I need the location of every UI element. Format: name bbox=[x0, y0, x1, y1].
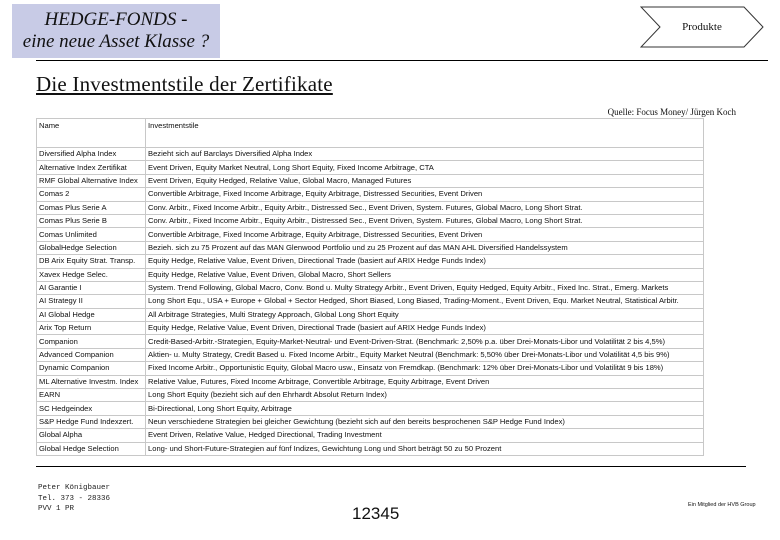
fund-name-cell: Arix Top Return bbox=[37, 322, 146, 335]
table-row bbox=[37, 161, 704, 174]
investment-style-cell: Bezieh. sich zu 75 Prozent auf das MAN Glenwood Portfolio und zu 25 Prozent auf das MAN AHL Diversified Handelssystem bbox=[146, 241, 704, 254]
investment-style-cell: Relative Value, Futures, Fixed Income Arbitrage, Convertible Arbitrage, Equity Arbitrage, Event Driven bbox=[146, 375, 704, 388]
investment-style-cell: Aktien- u. Multy Strategy, Credit Based u. Fixed Income Arbitr., Equity Market Neutral (Benchmark: 5,50% über Drei-Monats-Libor und Volatilität 4,5 bis 9%) bbox=[146, 348, 704, 361]
page-number: 12345 bbox=[352, 504, 400, 523]
author-block bbox=[38, 483, 110, 515]
table-row bbox=[37, 281, 704, 294]
source-note: Quelle: Focus Money/ Jürgen Koch bbox=[607, 107, 736, 117]
investment-style-cell: Convertible Arbitrage, Fixed Income Arbitrage, Equity Arbitrage, Distressed Securities, Event Driven bbox=[146, 188, 704, 201]
table-row bbox=[37, 174, 704, 187]
fund-name-cell: Global Hedge Selection bbox=[37, 442, 146, 455]
produkte-button[interactable] bbox=[640, 6, 764, 48]
investment-style-cell: Conv. Arbitr., Fixed Income Arbitr., Equity Arbitr., Distressed Sec., Event Driven, System. Futures, Global Macro, Long Short Strat. bbox=[146, 201, 704, 214]
investment-style-cell: Long Short Equ., USA + Europe + Global + Sector Hedged, Short Biased, Long Biased, Trading-Moment., Event Driven, Equ. Market Neutral, Statistical Arbitr. bbox=[146, 295, 704, 308]
top-divider bbox=[36, 60, 768, 61]
table-row bbox=[37, 415, 704, 428]
member-note: Ein Mitglied der HVB Group bbox=[688, 502, 756, 508]
fund-name-cell: Diversified Alpha Index bbox=[37, 148, 146, 161]
author-name: Peter Königbauer bbox=[38, 484, 111, 492]
fund-name-cell: AI Strategy II bbox=[37, 295, 146, 308]
table-row bbox=[37, 375, 704, 388]
title-line-2: eine neue Asset Klasse ? bbox=[22, 31, 210, 52]
table-row bbox=[37, 348, 704, 361]
table-row bbox=[37, 214, 704, 227]
investment-style-cell: System. Trend Following, Global Macro, Conv. Bond u. Multy Strategy Arbitr., Event Driven, Equity Hedged, Equity Arbitr., Fixed Inc. Strat., Emerg. Markets bbox=[146, 281, 704, 294]
table-row bbox=[37, 322, 704, 335]
fund-name-cell: Comas Unlimited bbox=[37, 228, 146, 241]
fund-name-cell: Alternative Index Zertifikat bbox=[37, 161, 146, 174]
fund-name-cell: GlobalHedge Selection bbox=[37, 241, 146, 254]
fund-name-cell: Advanced Companion bbox=[37, 348, 146, 361]
table-row bbox=[37, 362, 704, 375]
author-phone: Tel. 373 - 28336 bbox=[38, 494, 111, 503]
table-row bbox=[37, 402, 704, 415]
table-header-row bbox=[37, 119, 704, 148]
fund-name-cell: AI Global Hedge bbox=[37, 308, 146, 321]
investment-style-cell: Long Short Equity (bezieht sich auf den Ehrhardt Absolut Return Index) bbox=[146, 389, 704, 402]
fund-name-cell: EARN bbox=[37, 389, 146, 402]
table-row bbox=[37, 241, 704, 254]
column-header-name: Name bbox=[37, 119, 146, 148]
fund-name-cell: S&P Hedge Fund Indexzert. bbox=[37, 415, 146, 428]
investment-style-cell: Bi-Directional, Long Short Equity, Arbitrage bbox=[146, 402, 704, 415]
table-row bbox=[37, 188, 704, 201]
investment-style-cell: Equity Hedge, Relative Value, Event Driven, Directional Trade (basiert auf ARIX Hedge Funds Index) bbox=[146, 322, 704, 335]
investment-style-cell: All Arbitrage Strategies, Multi Strategy Approach, Global Long Short Equity bbox=[146, 308, 704, 321]
table-row bbox=[37, 389, 704, 402]
investment-style-cell: Equity Hedge, Relative Value, Event Driven, Global Macro, Short Sellers bbox=[146, 268, 704, 281]
table-row bbox=[37, 148, 704, 161]
bottom-divider bbox=[36, 466, 746, 467]
investment-style-cell: Convertible Arbitrage, Fixed Income Arbitrage, Equity Arbitrage, Distressed Securities, Event Driven bbox=[146, 228, 704, 241]
title-line-1: HEDGE-FONDS - bbox=[44, 9, 188, 30]
investment-style-cell: Neun verschiedene Strategien bei gleicher Gewichtung (bezieht sich auf den bereits besprochenen S&P Hedge Fund Index) bbox=[146, 415, 704, 428]
table-row bbox=[37, 201, 704, 214]
investment-style-cell: Long- und Short-Future-Strategien auf fünf Indizes, Gewichtung Long und Short beträgt 50 zu 50 Prozent bbox=[146, 442, 704, 455]
produkte-label: Produkte bbox=[682, 21, 722, 33]
fund-name-cell: Comas Plus Serie A bbox=[37, 201, 146, 214]
fund-name-cell: Xavex Hedge Selec. bbox=[37, 268, 146, 281]
fund-name-cell: RMF Global Alternative Index bbox=[37, 174, 146, 187]
investment-style-cell: Equity Hedge, Relative Value, Event Driven, Directional Trade (basiert auf ARIX Hedge Funds Index) bbox=[146, 255, 704, 268]
table-row bbox=[37, 308, 704, 321]
table-row bbox=[37, 335, 704, 348]
table-row bbox=[37, 442, 704, 455]
page-heading: Die Investmentstile der Zertifikate bbox=[36, 72, 333, 96]
investment-style-cell: Event Driven, Equity Market Neutral, Long Short Equity, Fixed Income Arbitrage, CTA bbox=[146, 161, 704, 174]
investment-styles-table bbox=[36, 118, 704, 456]
fund-name-cell: AI Garantie I bbox=[37, 281, 146, 294]
fund-name-cell: DB Arix Equity Strat. Transp. bbox=[37, 255, 146, 268]
table-row bbox=[37, 429, 704, 442]
fund-name-cell: Companion bbox=[37, 335, 146, 348]
column-header-styles: Investmentstile bbox=[146, 119, 704, 148]
investment-style-cell: Bezieht sich auf Barclays Diversified Alpha Index bbox=[146, 148, 704, 161]
table-row bbox=[37, 228, 704, 241]
investment-style-cell: Credit-Based-Arbitr.-Strategien, Equity-Market-Neutral- und Event-Driven-Strat. (Benchmark: 2,50% p.a. über Drei-Monats-Libor und Volatilität 2 bis 4,5%) bbox=[146, 335, 704, 348]
table-row bbox=[37, 295, 704, 308]
fund-name-cell: Global Alpha bbox=[37, 429, 146, 442]
fund-name-cell: Dynamic Companion bbox=[37, 362, 146, 375]
title-box bbox=[12, 4, 220, 58]
investment-style-cell: Event Driven, Equity Hedged, Relative Value, Global Macro, Managed Futures bbox=[146, 174, 704, 187]
table-row bbox=[37, 268, 704, 281]
fund-name-cell: Comas 2 bbox=[37, 188, 146, 201]
table-row bbox=[37, 255, 704, 268]
author-department: PVV 1 PR bbox=[38, 505, 75, 513]
fund-name-cell: Comas Plus Serie B bbox=[37, 214, 146, 227]
fund-name-cell: SC Hedgeindex bbox=[37, 402, 146, 415]
fund-name-cell: ML Alternative Investm. Index bbox=[37, 375, 146, 388]
investment-style-cell: Event Driven, Relative Value, Hedged Directional, Trading Investment bbox=[146, 429, 704, 442]
investment-style-cell: Fixed Income Arbitr., Opportunistic Equity, Global Macro usw., Einsatz von Fremdkap. (Benchmark: 12% über Drei-Monats-Libor und Volatilität 9 bis 18%) bbox=[146, 362, 704, 375]
investment-style-cell: Conv. Arbitr., Fixed Income Arbitr., Equity Arbitr., Distressed Sec., Event Driven, System. Futures, Global Macro, Long Short Strat. bbox=[146, 214, 704, 227]
